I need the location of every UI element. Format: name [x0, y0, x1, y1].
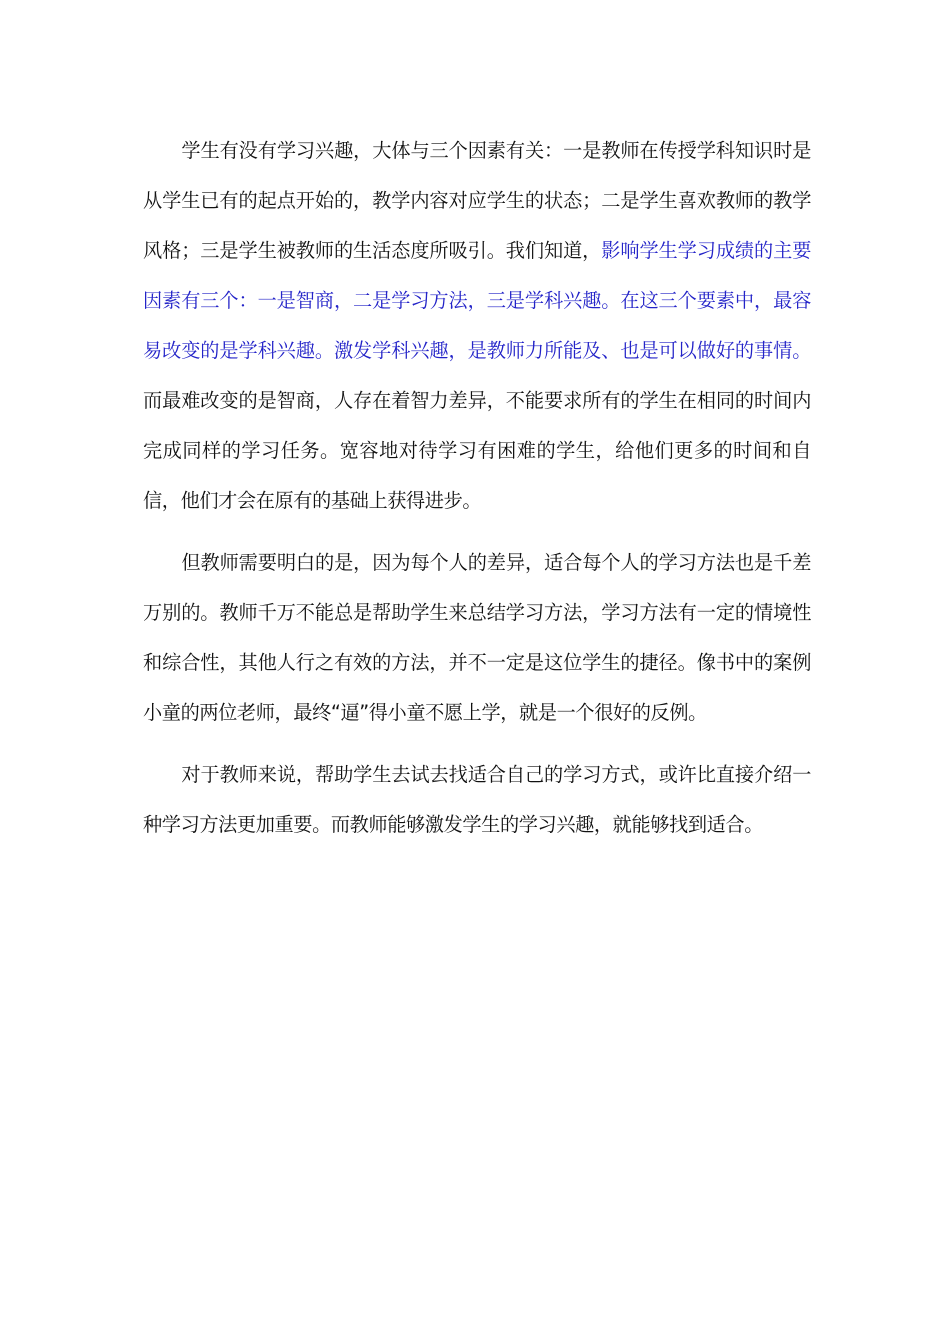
paragraph-1-text: 学生有没有学习兴趣，大体与三个因素有关：一是教师在传授学科知识时是从学生已有的起点开始的，教学内容对应学生的状态；二是学生喜欢教师的教学风格；三是学生被教师的生活态度所吸引。我们知道， [143, 139, 811, 262]
paragraph-1 [143, 126, 811, 526]
paragraph-1-highlighted-text: 影响学生学习成绩的主要因素有三个：一是智商，二是学习方法，三是学科兴趣。在这三个要素中，最容易改变的是学科兴趣。激发学科兴趣，是教师力所能及、也是可以做好的事情。 [143, 239, 811, 362]
paragraph-1-text-end: 而最难改变的是智商，人存在着智力差异，不能要求所有的学生在相同的时间内完成同样的学习任务。宽容地对待学习有困难的学生，给他们更多的时间和自信，他们才会在原有的基础上获得进步。 [143, 389, 811, 512]
paragraph-3: 对于教师来说，帮助学生去试去找适合自己的学习方式，或许比直接介绍一种学习方法更加重要。而教师能够激发学生的学习兴趣，就能够找到适合。 [143, 763, 811, 836]
document-page [143, 126, 811, 850]
paragraph-2: 但教师需要明白的是，因为每个人的差异，适合每个人的学习方法也是千差万别的。教师千万不能总是帮助学生来总结学习方法，学习方法有一定的情境性和综合性，其他人行之有效的方法，并不一定是这位学生的捷径。像书中的案例小童的两位老师，最终“逼”得小童不愿上学，就是一个很好的反例。 [143, 551, 811, 724]
